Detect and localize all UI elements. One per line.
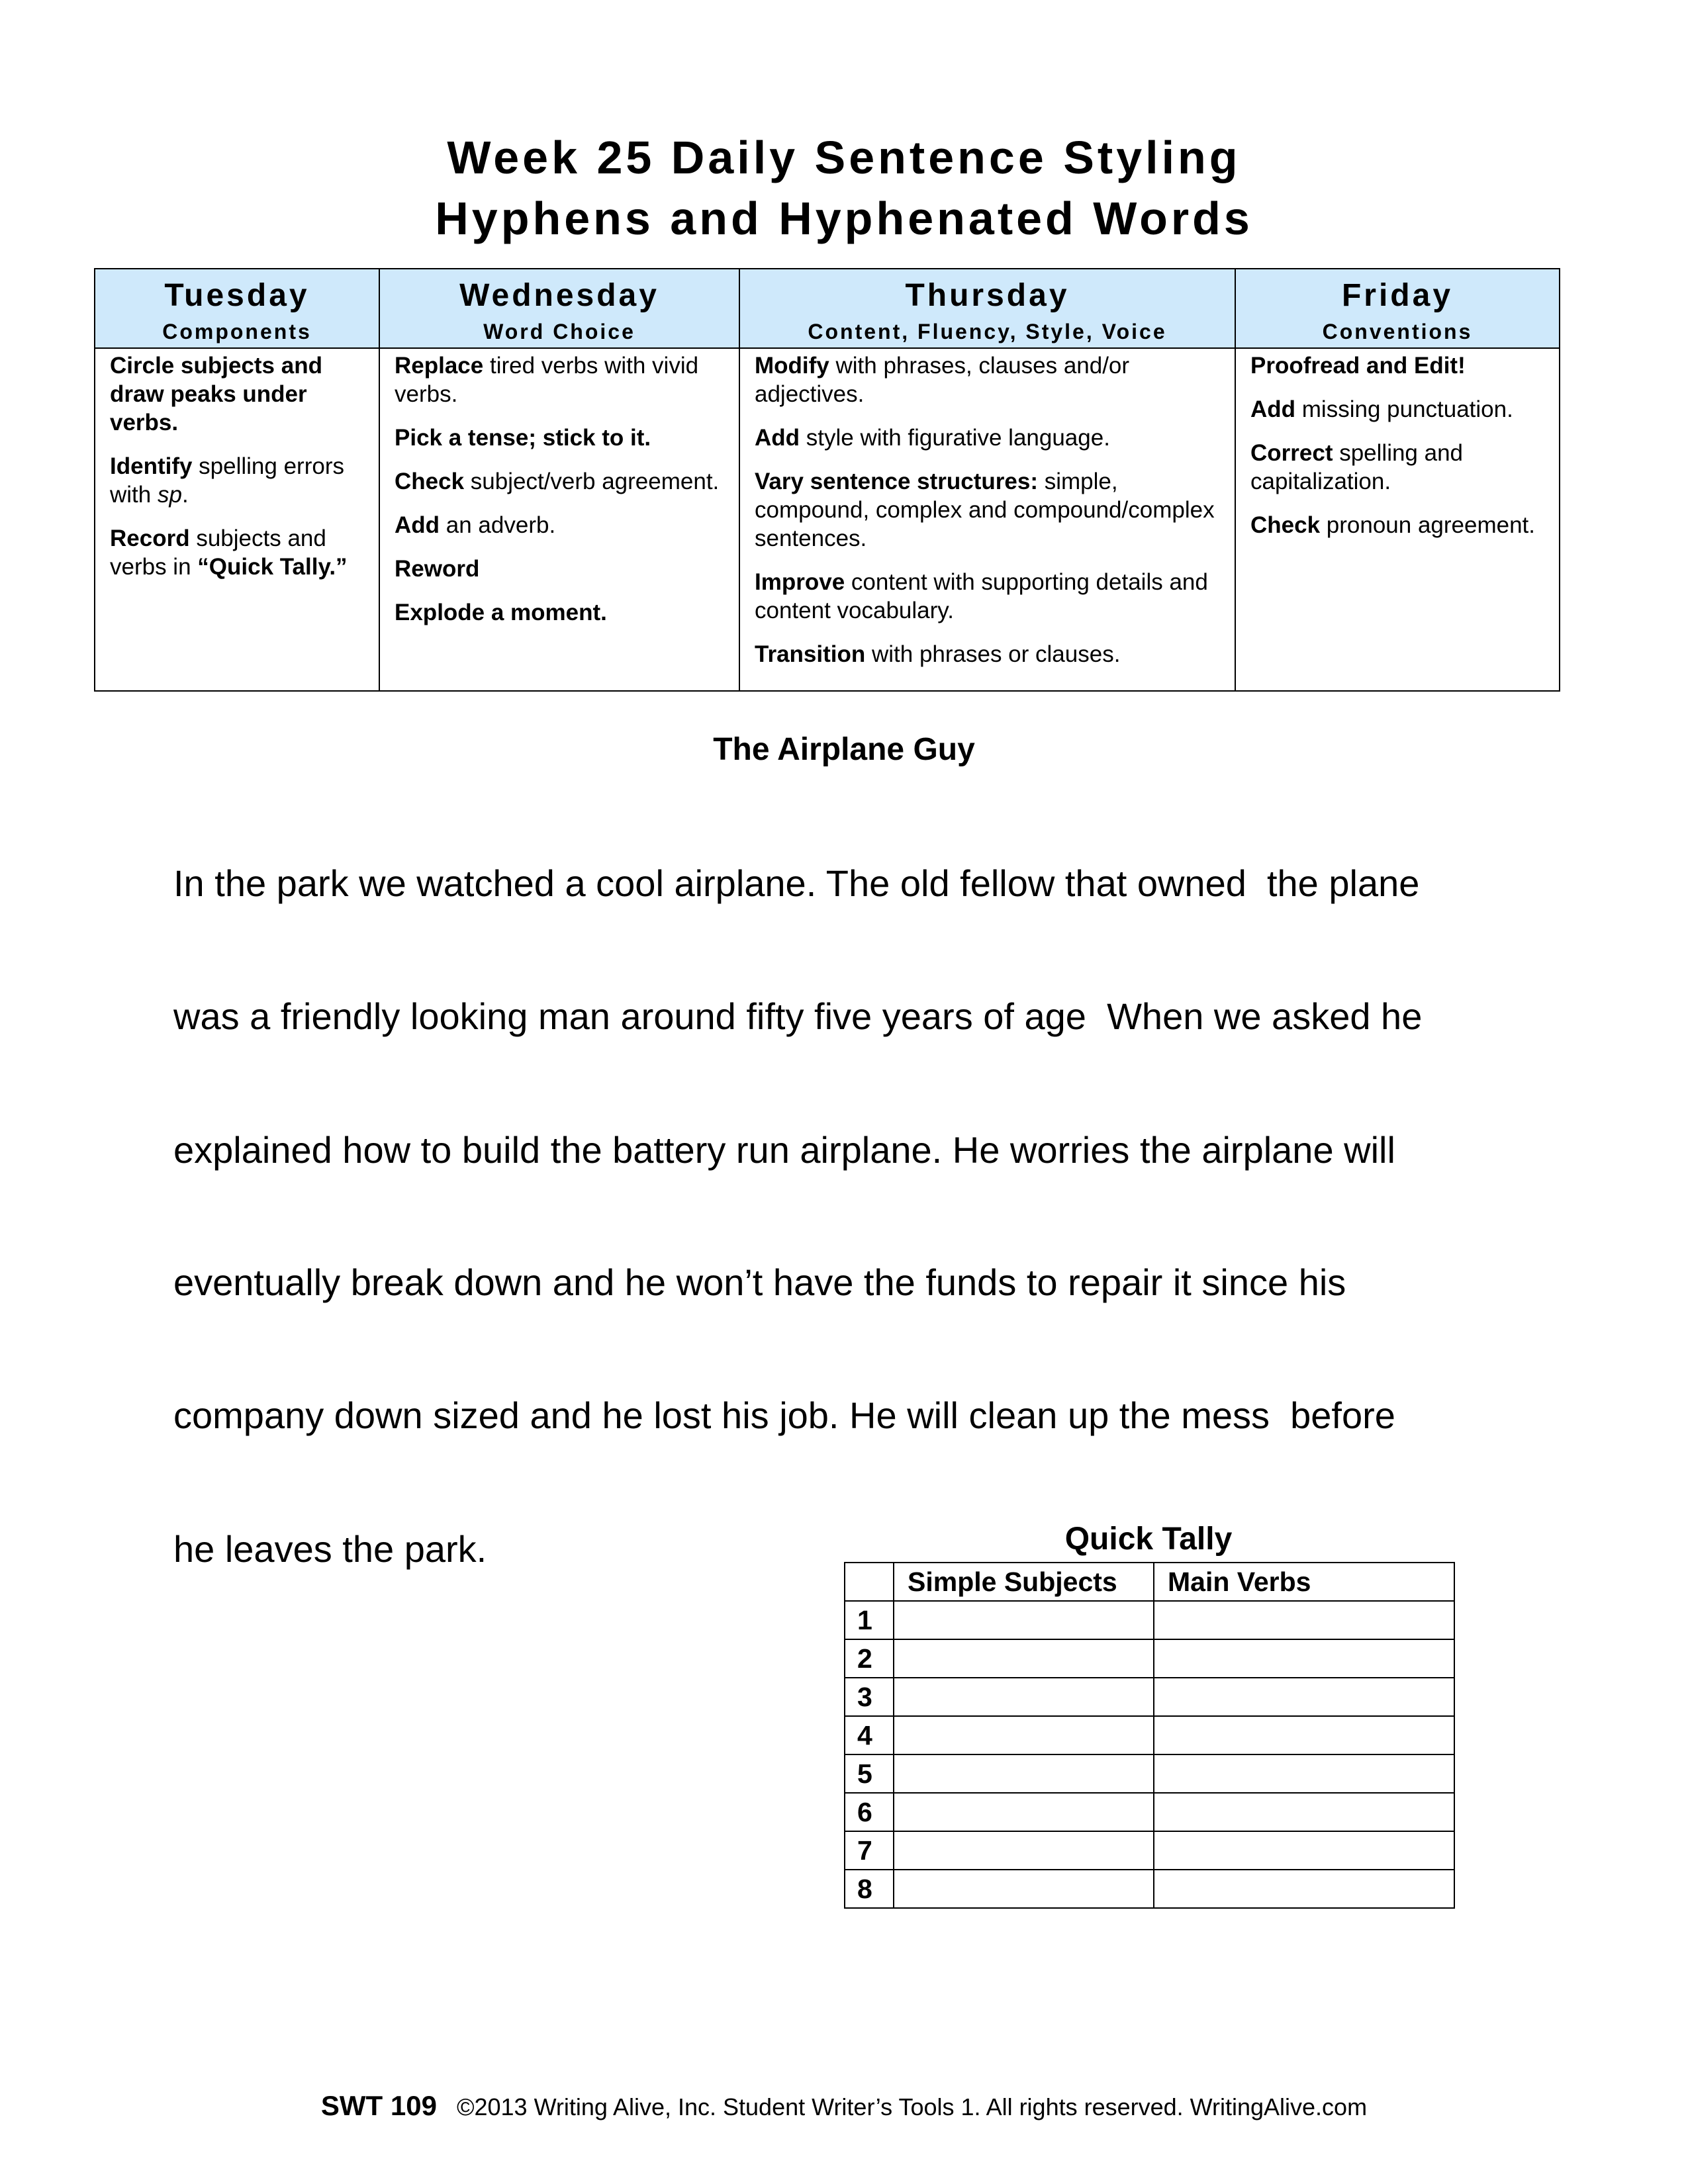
story-line: was a friendly looking man around fifty five years of age When we asked he [173, 995, 1423, 1037]
subject-cell[interactable] [894, 1601, 1154, 1639]
subject-cell[interactable] [894, 1716, 1154, 1754]
header-thursday [739, 269, 1235, 348]
verb-cell[interactable] [1154, 1870, 1454, 1908]
story-line: eventually break down and he won’t have the funds to repair it since his [173, 1261, 1346, 1303]
tally-row-number: 3 [845, 1678, 894, 1716]
tip: Transition with phrases or clauses. [755, 641, 1121, 667]
tally-row-number: 8 [845, 1870, 894, 1908]
tally-row [845, 1793, 1454, 1831]
tip: Improve content with supporting details and content vocabulary. [755, 569, 1208, 623]
tally-row [845, 1831, 1454, 1870]
day-focus: Conventions [1322, 320, 1473, 343]
verb-cell[interactable] [1154, 1639, 1454, 1678]
subject-cell[interactable] [894, 1754, 1154, 1793]
tally-header-row [845, 1563, 1454, 1601]
tip: Add style with figurative language. [755, 425, 1110, 451]
tip: Identify spelling errors with sp. [110, 453, 344, 508]
tip: Proofread and Edit! [1250, 353, 1466, 379]
tip: Vary sentence structures: simple, compound, complex and compound/complex sentences. [755, 469, 1215, 551]
tip: Add missing punctuation. [1250, 396, 1513, 422]
quick-tally-table [844, 1562, 1455, 1909]
header-wednesday [379, 269, 739, 348]
tuesday-tips [95, 348, 379, 691]
tally-row [845, 1678, 1454, 1716]
tally-row-number: 7 [845, 1831, 894, 1870]
verb-cell[interactable] [1154, 1601, 1454, 1639]
story-title: The Airplane Guy [713, 732, 975, 767]
day-name: Tuesday [164, 278, 310, 313]
tally-row-number: 4 [845, 1716, 894, 1754]
day-name: Wednesday [459, 278, 659, 313]
weekly-table-header-row [95, 269, 1560, 348]
verb-cell[interactable] [1154, 1716, 1454, 1754]
story-line: company down sized and he lost his job. He will clean up the mess before [173, 1394, 1395, 1436]
tip: Reword [395, 556, 480, 582]
day-focus: Word Choice [483, 320, 635, 343]
tip: Pick a tense; stick to it. [395, 425, 651, 451]
tally-row-number: 1 [845, 1601, 894, 1639]
subject-cell[interactable] [894, 1793, 1154, 1831]
tally-row [845, 1601, 1454, 1639]
page-footer [0, 2090, 1688, 2122]
verb-cell[interactable] [1154, 1793, 1454, 1831]
quick-tally-title: Quick Tally [1064, 1522, 1233, 1557]
tally-row-number: 2 [845, 1639, 894, 1678]
tip: Circle subjects and draw peaks under verbs. [110, 353, 322, 435]
tip: Check pronoun agreement. [1250, 512, 1536, 538]
story-line: he leaves the park. [173, 1528, 487, 1570]
verb-cell[interactable] [1154, 1831, 1454, 1870]
day-focus: Components [162, 320, 312, 343]
tip: Modify with phrases, clauses and/or adjectives. [755, 353, 1130, 407]
friday-tips [1235, 348, 1560, 691]
verb-cell[interactable] [1154, 1678, 1454, 1716]
thursday-tips [739, 348, 1235, 691]
day-name: Friday [1341, 278, 1454, 313]
day-focus: Content, Fluency, Style, Voice [808, 320, 1167, 343]
tally-row [845, 1870, 1454, 1908]
tally-header-number [845, 1563, 894, 1601]
page-title-line-1: Week 25 Daily Sentence Styling [447, 132, 1241, 183]
header-tuesday [95, 269, 379, 348]
weekly-styling-table [94, 268, 1560, 692]
tip: Explode a moment. [395, 600, 607, 625]
tally-row [845, 1754, 1454, 1793]
day-name: Thursday [905, 278, 1070, 313]
story-line: explained how to build the battery run airplane. He worries the airplane will [173, 1129, 1395, 1171]
page-title-line-2: Hyphens and Hyphenated Words [435, 193, 1253, 244]
story-line: In the park we watched a cool airplane. The old fellow that owned the plane [173, 862, 1420, 904]
wednesday-tips [379, 348, 739, 691]
weekly-table-body-row [95, 348, 1560, 691]
tally-row-number: 6 [845, 1793, 894, 1831]
subject-cell[interactable] [894, 1870, 1154, 1908]
header-friday [1235, 269, 1560, 348]
footer-code: SWT 109 [320, 2090, 437, 2121]
footer-copyright: ©2013 Writing Alive, Inc. Student Writer’s Tools 1. All rights reserved. WritingAlive.com [456, 2093, 1368, 2120]
subject-cell[interactable] [894, 1678, 1154, 1716]
tally-row [845, 1639, 1454, 1678]
tally-header-verbs: Main Verbs [1154, 1563, 1454, 1601]
tip: Correct spelling and capitalization. [1250, 440, 1464, 494]
tip: Add an adverb. [395, 512, 556, 538]
tip: Replace tired verbs with vivid verbs. [395, 353, 699, 407]
tally-row [845, 1716, 1454, 1754]
subject-cell[interactable] [894, 1831, 1154, 1870]
verb-cell[interactable] [1154, 1754, 1454, 1793]
tally-header-subjects: Simple Subjects [894, 1563, 1154, 1601]
tip: Check subject/verb agreement. [395, 469, 720, 494]
subject-cell[interactable] [894, 1639, 1154, 1678]
tip: Record subjects and verbs in “Quick Tally.” [110, 525, 348, 580]
tally-row-number: 5 [845, 1754, 894, 1793]
